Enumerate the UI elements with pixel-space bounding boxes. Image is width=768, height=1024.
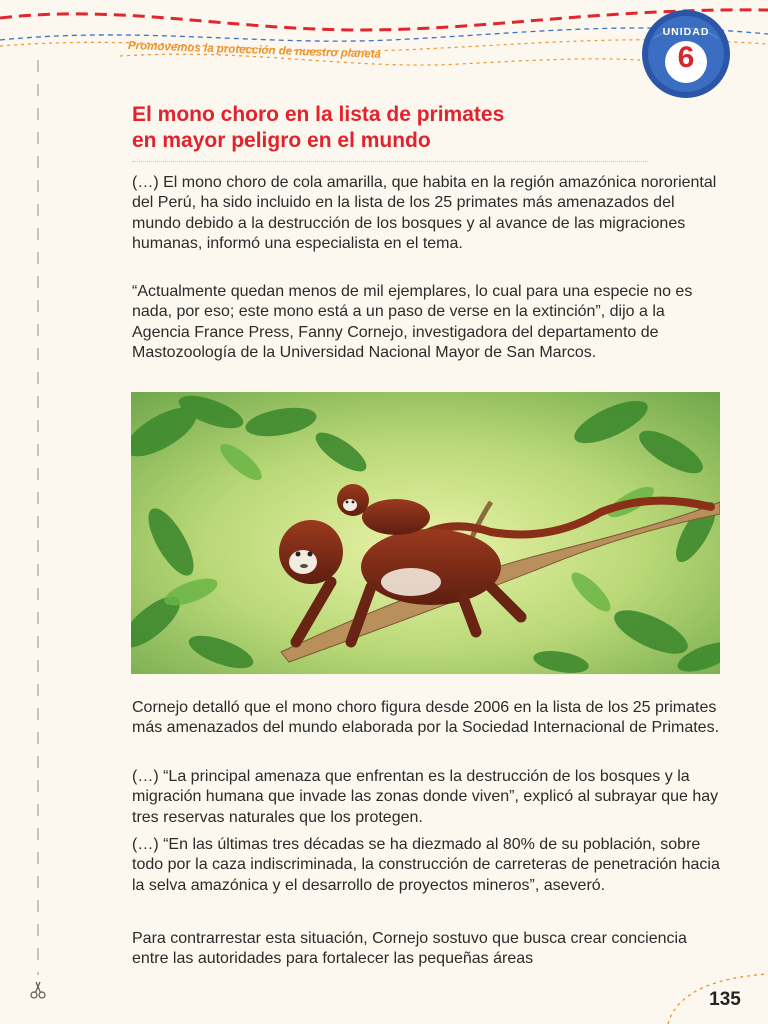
scissors-icon (29, 981, 47, 999)
page-number: 135 (709, 989, 741, 1010)
unit-number: 6 (677, 41, 695, 74)
article-title-line-1: El mono choro en la lista de primates (132, 103, 505, 126)
article-title-line-2: en mayor peligro en el mundo (132, 129, 431, 152)
paragraph-intro: (…) El mono choro de cola amarilla, que habita en la región amazónica nororiental del Perú, ha sido incluido en la lista de los 25 primates más amenazados del mundo debido a la destrucción de los bosques y al avance de las migraciones humanas, informó una especialista en el tema. (132, 174, 717, 252)
title-divider (132, 161, 648, 162)
article-title (132, 102, 652, 154)
cut-line (37, 0, 47, 1024)
section-subtitle: Promovemos la protección de nuestro planeta (127, 40, 382, 61)
paragraph-decline: (…) “En las últimas tres décadas se ha diezmado al 80% de su población, sobre todo por la caza indiscriminada, la construcción de carreteras de penetración hacia la selva amazónica y el desarrollo de proyectos mineros”, aseveró. (132, 836, 720, 894)
paragraph-quote: “Actualmente quedan menos de mil ejemplares, lo cual para una especie no es nada, por eso; este mono está a un paso de verse en la extinción”, dijo a la Agencia France Press, Fanny Cornejo, investigadora del departamento de Mastozoología de la Universidad Nacional Mayor de San Marcos. (132, 283, 693, 361)
paragraph-threat: (…) “La principal amenaza que enfrentan es la destrucción de los bosques y la migración humana que invade las zonas donde viven”, explicó al subrayar que hay tres reservas naturales que los protegen. (132, 768, 719, 826)
monkey-illustration (131, 392, 720, 674)
unit-badge (640, 8, 732, 100)
paragraph-list: Cornejo detalló que el mono choro figura desde 2006 en la lista de los 25 primates más amenazados del mundo elaborada por la Sociedad Internacional de Primates. (132, 699, 720, 737)
paragraph-action: Para contrarrestar esta situación, Cornejo sostuvo que busca crear conciencia entre las autoridades para fortalecer las pequeñas áreas (132, 930, 687, 968)
unit-label: UNIDAD (662, 26, 710, 38)
